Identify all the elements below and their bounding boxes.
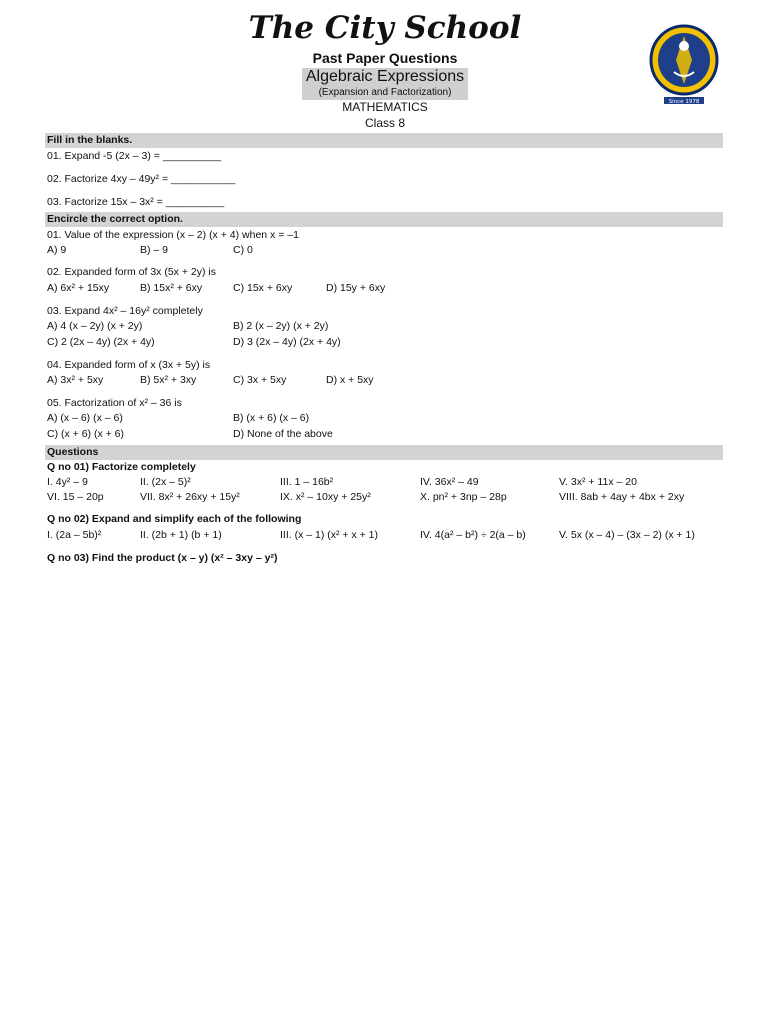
mcq3-option-d: D) 3 (2x – 4y) (2x + 4y) bbox=[233, 336, 341, 348]
topic-title: Algebraic Expressions bbox=[305, 68, 465, 85]
section-heading-questions: Questions bbox=[47, 446, 99, 458]
class-label: Class 8 bbox=[364, 116, 405, 130]
q1-part-ix: IX. x² – 10xy + 25y² bbox=[280, 491, 371, 503]
section-heading-mcq: Encircle the correct option. bbox=[47, 213, 183, 225]
logo-since-text: Since 1978 bbox=[668, 99, 700, 105]
q1-part-ii: II. (2x – 5)² bbox=[140, 476, 191, 488]
mcq2-option-a: A) 6x² + 15xy bbox=[47, 282, 110, 294]
topic-subtitle: (Expansion and Factorization) bbox=[318, 87, 452, 98]
mcq5-option-c: C) (x + 6) (x + 6) bbox=[47, 428, 125, 440]
mcq5-option-d: D) None of the above bbox=[233, 428, 333, 440]
q2-part-ii: II. (2b + 1) (b + 1) bbox=[140, 529, 222, 541]
mcq5-stem: 05. Factorization of x² – 36 is bbox=[47, 397, 182, 409]
q2-part-i: I. (2a – 5b)² bbox=[47, 529, 102, 541]
mcq3-option-a: A) 4 (x – 2y) (x + 2y) bbox=[47, 320, 143, 332]
q1-part-iv: IV. 36x² – 49 bbox=[420, 476, 479, 488]
mcq2-option-b: B) 15x² + 6xy bbox=[140, 282, 203, 294]
fill-blank-q3: 03. Factorize 15x – 3x² = __________ bbox=[47, 196, 225, 208]
fill-blank-q1: 01. Expand -5 (2x – 3) = __________ bbox=[47, 150, 222, 162]
section-bar-questions bbox=[45, 445, 723, 460]
mcq3-option-b: B) 2 (x – 2y) (x + 2y) bbox=[233, 320, 329, 332]
q2-part-iv: IV. 4(a² – b²) ÷ 2(a – b) bbox=[420, 529, 526, 541]
q2-part-iii: III. (x – 1) (x² + x + 1) bbox=[280, 529, 379, 541]
mcq5-option-b: B) (x + 6) (x – 6) bbox=[233, 412, 310, 424]
mcq1-stem: 01. Value of the expression (x – 2) (x + 4) when x = –1 bbox=[47, 229, 299, 241]
q1-part-viii: VIII. 8ab + 4ay + 4bx + 2xy bbox=[559, 491, 685, 503]
mcq2-option-c: C) 15x + 6xy bbox=[233, 282, 293, 294]
mcq4-stem: 04. Expanded form of x (3x + 5y) is bbox=[47, 359, 211, 371]
paper-title: Past Paper Questions bbox=[312, 50, 458, 66]
mcq1-option-c: C) 0 bbox=[233, 244, 253, 256]
mcq2-stem: 02. Expanded form of 3x (5x + 2y) is bbox=[47, 266, 216, 278]
mcq1-option-a: A) 9 bbox=[47, 244, 67, 256]
school-name: The City School bbox=[248, 10, 522, 46]
mcq2-option-d: D) 15y + 6xy bbox=[326, 282, 386, 294]
fill-blank-q2: 02. Factorize 4xy – 49y² = ___________ bbox=[47, 173, 236, 185]
question2-title: Q no 02) Expand and simplify each of the following bbox=[47, 513, 302, 525]
q1-part-v: V. 3x² + 11x – 20 bbox=[559, 476, 637, 488]
subject-label: MATHEMATICS bbox=[342, 100, 428, 114]
q1-part-i: I. 4y² – 9 bbox=[47, 476, 88, 488]
mcq4-option-d: D) x + 5xy bbox=[326, 374, 374, 386]
question1-title: Q no 01) Factorize completely bbox=[47, 461, 196, 473]
mcq1-option-b: B) – 9 bbox=[140, 244, 169, 256]
section-heading-fill-blanks: Fill in the blanks. bbox=[47, 134, 133, 146]
q1-part-vii: VII. 8x² + 26xy + 15y² bbox=[140, 491, 240, 503]
q1-part-x: X. pn² + 3np – 28p bbox=[420, 491, 507, 503]
q1-part-vi: VI. 15 – 20p bbox=[47, 491, 104, 503]
question3-title: Q no 03) Find the product (x – y) (x² – 3xy – y²) bbox=[47, 552, 278, 564]
q1-part-iii: III. 1 – 16b² bbox=[280, 476, 334, 488]
mcq4-option-b: B) 5x² + 3xy bbox=[140, 374, 197, 386]
mcq3-stem: 03. Expand 4x² – 16y² completely bbox=[47, 305, 203, 317]
mcq4-option-a: A) 3x² + 5xy bbox=[47, 374, 104, 386]
school-logo bbox=[648, 22, 720, 108]
section-bar-fill-blanks bbox=[45, 133, 723, 148]
mcq4-option-c: C) 3x + 5xy bbox=[233, 374, 287, 386]
mcq5-option-a: A) (x – 6) (x – 6) bbox=[47, 412, 123, 424]
q2-part-v: V. 5x (x – 4) – (3x – 2) (x + 1) bbox=[559, 529, 695, 541]
mcq3-option-c: C) 2 (2x – 4y) (2x + 4y) bbox=[47, 336, 155, 348]
